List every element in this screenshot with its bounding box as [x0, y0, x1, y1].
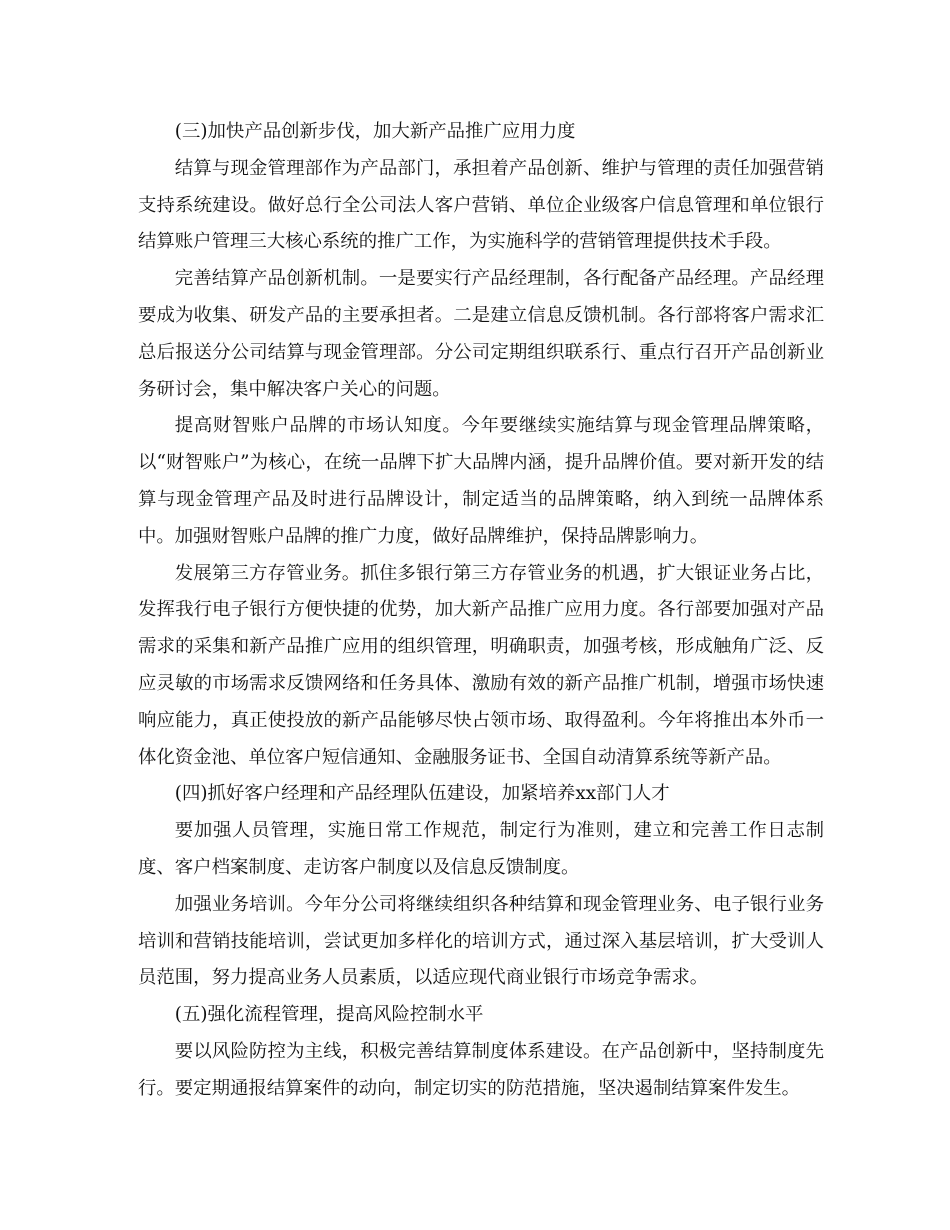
paragraph: 完善结算产品创新机制。一是要实行产品经理制，各行配备产品经理。产品经理要成为收集、研发产品的主要承担者。二是建立信息反馈机制。各行部将客户需求汇总后报送分公司结算与现金管理部。分公司定期组织联系行、重点行召开产品创新业务研讨会，集中解决客户关心的问题。: [138, 268, 824, 400]
paragraph: 加强业务培训。今年分公司将继续组织各种结算和现金管理业务、电子银行业务培训和营销技能培训，尝试更加多样化的培训方式，通过深入基层培训，扩大受训人员范围，努力提高业务人员素质，以适应现代商业银行市场竞争需求。: [138, 893, 824, 989]
section-heading-4: (四)抓好客户经理和产品经理队伍建设，加紧培养xx部门人才: [174, 783, 670, 805]
paragraph: 结算与现金管理部作为产品部门，承担着产品创新、维护与管理的责任加强营销支持系统建设。做好总行全公司法人客户营销、单位企业级客户信息管理和单位银行结算账户管理三大核心系统的推广工作，为实施科学的营销管理提供技术手段。: [138, 157, 824, 253]
paragraph: 要加强人员管理，实施日常工作规范，制定行为准则，建立和完善工作日志制度、客户档案制度、走访客户制度以及信息反馈制度。: [138, 820, 824, 878]
paragraph: 发展第三方存管业务。抓住多银行第三方存管业务的机遇，扩大银证业务占比，发挥我行电子银行方便快捷的优势，加大新产品推广应用力度。各行部要加强对产品需求的采集和新产品推广应用的组织管理，明确职责，加强考核，形成触角广泛、反应灵敏的市场需求反馈网络和任务具体、激励有效的新产品推广机制，增强市场快速响应能力，真正使投放的新产品能够尽快占领市场、取得盈利。今年将推出本外币一体化资金池、单位客户短信通知、金融服务证书、全国自动清算系统等新产品。: [138, 562, 824, 768]
section-heading-5: (五)强化流程管理，提高风险控制水平: [174, 1004, 484, 1026]
section-heading-3: (三)加快产品创新步伐，加大新产品推广应用力度: [174, 121, 576, 142]
paragraph: 要以风险防控为主线，积极完善结算制度体系建设。在产品创新中，坚持制度先行。要定期通报结算案件的动向，制定切实的防范措施，坚决遏制结算案件发生。: [138, 1040, 824, 1099]
document-body: [138, 114, 824, 1108]
paragraph: 提高财智账户品牌的市场认知度。今年要继续实施结算与现金管理品牌策略，以“财智账户”为核心，在统一品牌下扩大品牌内涵，提升品牌价值。要对新开发的结算与现金管理产品及时进行品牌设计，制定适当的品牌策略，纳入到统一品牌体系中。加强财智账户品牌的推广力度，做好品牌维护，保持品牌影响力。: [138, 415, 824, 547]
